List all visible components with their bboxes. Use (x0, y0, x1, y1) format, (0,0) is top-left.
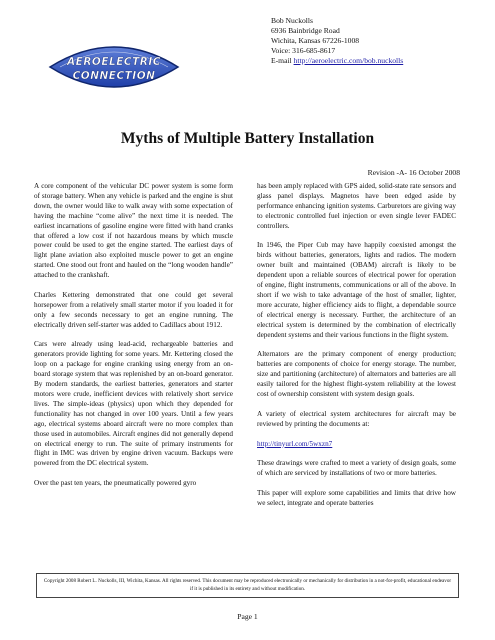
paragraph: Over the past ten years, the pneumatically powered gyro (34, 479, 197, 488)
paragraph: A core component of the vehicular DC power system is some form of storage battery. When any vehicle is parked and the engine is shut down, the owner would like to walk away with some expectation of having the machine “come alive” the next time it is needed. The earliest incarnations of gasoline engine were fitted with hand cranks that offered a low cost if not hazardous means by which muscle power could be used to get the engine started. The earliest days of light plane aviation also exploited muscle power to get an engine started. One stood out front and hauled on the “long wooden handle” attached to the crankshaft. (34, 182, 233, 280)
svg-text:CONNECTION: CONNECTION (72, 70, 156, 82)
city-state-zip: Wichita, Kansas 67226-1008 (271, 36, 360, 45)
paragraph: Charles Kettering demonstrated that one could get several horsepower from a relatively small starter motor if you loaded it for only a few seconds necessary to get an engine running. The electrically driven self-starter was added to Cadillacs about 1912. (34, 290, 233, 329)
paragraph: These drawings were crafted to meet a variety of design goals, some of which are serviced by installations of two or more batteries. (257, 459, 456, 478)
paragraph: Cars were already using lead-acid, rechargeable batteries and generators provide lighting for some years. Mr. Kettering closed the loop on a package for engine cranking using energy from an on-board storage system that was replenished by an on-board generator. By modern standards, the earliest batteries, generators and starter motors were crude, inefficient devices with relatively short service lives. The simple-ideas (physics) upon which they depended for functionality has not changed in over 100 years. Until a few years ago, electrical systems aboard aircraft were no more complex than those used in automobiles. Aircraft engines did not generally depend on electrical energy to run. The suite of primary instruments for flight in IMC was driven by engine driven vacuum. Backups were powered from the DC electrical system. (34, 340, 233, 468)
paragraph: Alternators are the primary component of energy production; batteries are components of choice for energy storage. The number, size and partitioning (architecture) of alternators and batteries are all easily tailored for the highest flight-system reliability at the lowest cost of ownership consistent with system design goals. (257, 350, 456, 398)
voice-number: Voice: 316-685-8617 (271, 46, 336, 55)
email-link[interactable]: http://aeroelectric.com/bob.nuckolls (293, 56, 404, 65)
revision-date: Revision -A- 16 October 2008 (367, 168, 460, 177)
drawings-link[interactable]: http://tinyurl.com/5wxzn7 (257, 439, 333, 448)
author-address-block (271, 16, 491, 66)
paragraph: has been amply replaced with GPS aided, solid-state rate sensors and glass panel displays. Magnetos have been edged aside by performance enhancing ignition systems. Carburetors are giving way to electronic controlled fuel injection or even single lever FADEC controllers. (257, 182, 456, 230)
paragraph: This paper will explore some capabilities and limits that drive how we select, integrate and operate batteries (257, 489, 456, 507)
street-address: 6936 Bainbridge Road (271, 26, 340, 35)
paragraph: A variety of electrical system architectures for aircraft may be reviewed by printing the documents at: (257, 409, 456, 428)
document-title: Myths of Multiple Battery Installation (120, 130, 375, 147)
svg-text:AEROELECTRIC: AEROELECTRIC (67, 56, 161, 68)
page-number: Page 1 (237, 612, 258, 621)
author-name: Bob Nuckolls (271, 16, 313, 25)
paragraph: In 1946, the Piper Cub may have happily coexisted amongst the birds without batteries, generators, lights and radios. The modern owner built and maintained (OBAM) aircraft is likely to be dependent upon a reliable sources of electrical power for operation of engine, flight instruments, communications or all of the above. In short if we wish to take advantage of the host of smaller, lighter, more accurate, higher efficiency aids to flight, a dependable source of electrical energy is necessary. Further, the architecture of an electrical system is determined by the combination of electrically dependent systems and their various functions in the flight system. (257, 241, 456, 339)
copyright-notice: Copyright 2008 Robert L. Nuckolls, III, Wichita, Kansas. All rights reserved. This document may be reproduced electronically or mechanically for distribution in a not-for-profit, educational endeavor if it is published in its entirety and without modification. (36, 573, 459, 598)
aeroelectric-connection-logo (44, 33, 184, 105)
link-paragraph (257, 440, 456, 450)
email-label: E-mail (271, 56, 294, 65)
right-column (257, 182, 456, 519)
left-column (34, 182, 233, 499)
email-line (271, 56, 491, 66)
